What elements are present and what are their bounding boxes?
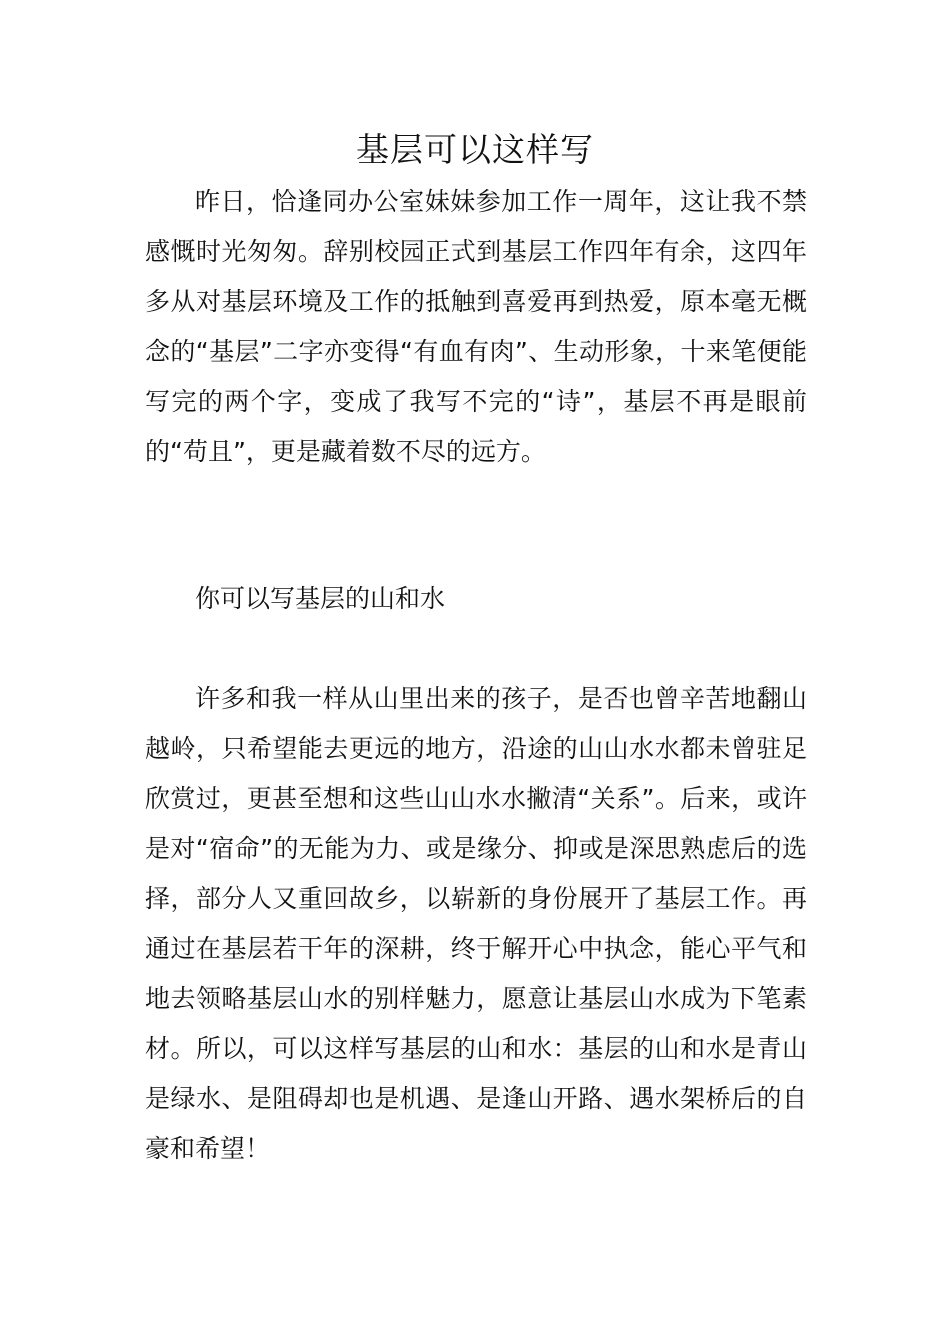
paragraph-intro: 昨日，恰逢同办公室妹妹参加工作一周年，这让我不禁感慨时光匆匆。辞别校园正式到基层工作四年有余，这四年多从对基层环境及工作的抵触到喜爱再到热爱，原本毫无概念的“基层”二字亦变得“有血有肉”、生动形象，十来笔便能写完的两个字，变成了我写不完的“诗”，基层不再是眼前的“苟且”，更是藏着数不尽的远方。 <box>145 187 807 466</box>
paragraph-mountains-water: 许多和我一样从山里出来的孩子，是否也曾辛苦地翻山越岭，只希望能去更远的地方，沿途的山山水水都未曾驻足欣赏过，更甚至想和这些山山水水撇清“关系”。后来，或许是对“宿命”的无能为力、或是缘分、抑或是深思熟虑后的选择，部分人又重回故乡，以崭新的身份展开了基层工作。再通过在基层若干年的深耕，终于解开心中执念，能心平气和地去领略基层山水的别样魅力，愿意让基层山水成为下笔素材。所以，可以这样写基层的山和水：基层的山和水是青山是绿水、是阻碍却也是机遇、是逢山开路、遇水架桥后的自豪和希望！ <box>145 684 807 1163</box>
document-title: 基层可以这样写 <box>356 130 594 169</box>
section-heading: 你可以写基层的山和水 <box>195 584 446 613</box>
